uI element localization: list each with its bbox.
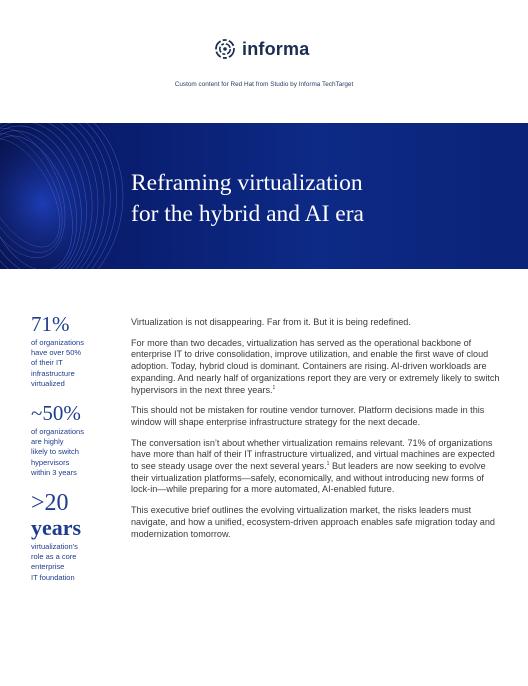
page-header: [0, 0, 528, 122]
stat-value: >20 years: [31, 490, 123, 540]
informa-logo-icon: [214, 38, 236, 60]
paragraph: For more than two decades, virtualization has served as the operational backbone of enterprise IT to drive consolidation, improve utilization, and enable the first wave of cloud adoption. Today, hybrid cloud is dominant. Containers are rising. AI-driven workloads are expanding. And nearly half of organizations report they are very or extremely likely to switch hypervisors in the next three years.$^1$: [131, 337, 500, 395]
body-text: [131, 317, 501, 549]
paragraph: Virtualization is not disappearing. Far from it. But it is being redefined.: [131, 317, 411, 327]
logo-wordmark: informa: [242, 38, 310, 59]
paragraph: The conversation isn’t about whether virtualization remains relevant. 71% of organizations have more than half of their IT infrastructure virtualized, and virtual machines are expected to see steady usage over the next several years.$^1$ But leaders are now seeking to evolve their virtualization platforms—safely, economically, and without introducing new forms of lock-in—while preparing for a more automated, AI-enabled future.: [131, 437, 495, 495]
stat-description: of organizations are highly likely to switch hypervisors within 3 years: [31, 427, 84, 477]
footnote-ref: 1: [272, 384, 276, 391]
paragraph: This executive brief outlines the evolving virtualization market, the risks leaders must navigate, and how a unified, ecosystem-driven approach enables safe migration today and modernization tomorrow.: [131, 505, 495, 539]
decorative-swirl-graphic: [0, 123, 140, 269]
stat-virtualized: [31, 312, 123, 389]
stat-years: [31, 490, 123, 583]
stat-value: 71%: [31, 312, 70, 336]
stat-value: ~50%: [31, 401, 81, 426]
title-line-2: for the hybrid and AI era: [131, 201, 364, 227]
stat-description: virtualization's role as a core enterprise IT foundation: [31, 542, 78, 582]
document-title: [131, 168, 511, 230]
footnote-ref: 1: [326, 461, 330, 467]
stat-unit: years: [31, 515, 82, 541]
sponsor-tagline: Custom content for Red Hat from Studio by Informa TechTarget: [174, 81, 354, 88]
informa-logo: [214, 38, 309, 60]
title-banner: [0, 123, 528, 269]
paragraph: This should not be mistaken for routine vendor turnover. Platform decisions made in this window will shape enterprise infrastructure strategy for the next decade.: [131, 405, 485, 427]
stat-description: of organizations have over 50% of their IT infrastructure virtualized: [31, 338, 84, 388]
title-line-1: Reframing virtualization: [131, 170, 363, 196]
stats-sidebar: [31, 312, 123, 595]
stat-switch-hypervisors: [31, 401, 123, 478]
